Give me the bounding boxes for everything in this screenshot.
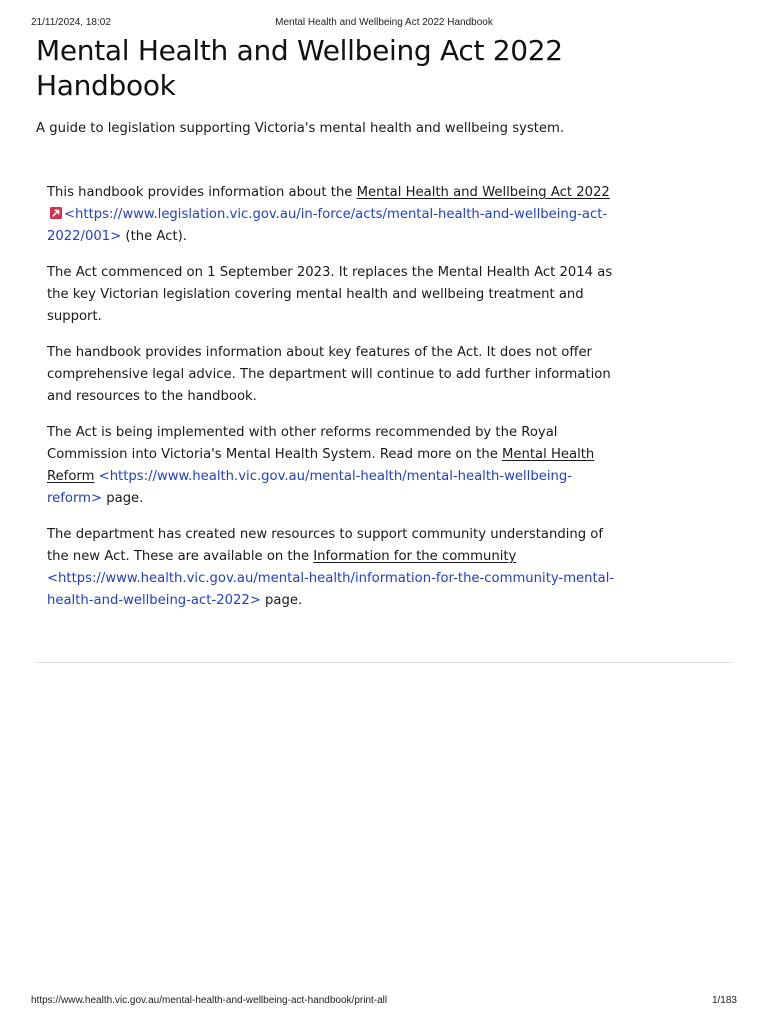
- paragraph-handbook-scope: The handbook provides information about key features of the Act. It does not offer comprehensive legal advice. The department will continue to add further information and resources to the handbook.: [47, 345, 611, 404]
- act-2022-link[interactable]: Mental Health and Wellbeing Act 2022: [356, 185, 610, 200]
- print-header-title: Mental Health and Wellbeing Act 2022 Handbook: [275, 17, 493, 28]
- print-page-number: 1/183: [711, 995, 737, 1006]
- paragraph-text: page.: [102, 491, 144, 506]
- page-subtitle: A guide to legislation supporting Victoria's mental health and wellbeing system.: [36, 121, 565, 136]
- mental-health-reform-link[interactable]: Mental Health Reform: [47, 447, 595, 484]
- paragraph-commencement: The Act commenced on 1 September 2023. It replaces the Mental Health Act 2014 as the key Victorian legislation covering mental health and wellbeing treatment and support.: [47, 265, 613, 324]
- print-page-url: https://www.health.vic.gov.au/mental-health-and-wellbeing-act-handbook/print-all: [31, 995, 388, 1006]
- page-title: Mental Health and Wellbeing Act 2022 Handbook: [36, 34, 563, 102]
- paragraph-text: The department has created new resources to support community understanding of the new Act. These are available on the: [47, 527, 603, 564]
- act-2022-url[interactable]: <https://www.legislation.vic.gov.au/in-force/acts/mental-health-and-wellbeing-act-2022/001>: [47, 207, 608, 244]
- external-link-icon: [50, 205, 62, 217]
- paragraph-text: (the Act).: [121, 229, 187, 244]
- paragraph-community-resources: [47, 524, 625, 612]
- intro-content: [47, 182, 625, 626]
- paragraph-text: This handbook provides information about the: [47, 185, 357, 200]
- paragraph-text: The Act is being implemented with other reforms recommended by the Royal Commission into Victoria's Mental Health System. Read more on the: [47, 425, 558, 462]
- paragraph-reforms: [47, 422, 625, 510]
- information-for-community-url[interactable]: <https://www.health.vic.gov.au/mental-health/information-for-the-community-mental-health-and-wellbeing-act-2022>: [47, 571, 615, 608]
- section-divider: [36, 662, 732, 663]
- print-datetime: 21/11/2024, 18:02: [31, 17, 111, 28]
- mental-health-reform-url[interactable]: <https://www.health.vic.gov.au/mental-health/mental-health-wellbeing-reform>: [47, 469, 572, 506]
- information-for-community-link[interactable]: Information for the community: [313, 549, 517, 564]
- paragraph-intro: [47, 182, 625, 248]
- paragraph-text: page.: [260, 593, 303, 608]
- print-footer: [31, 995, 737, 1009]
- print-header: [31, 17, 737, 31]
